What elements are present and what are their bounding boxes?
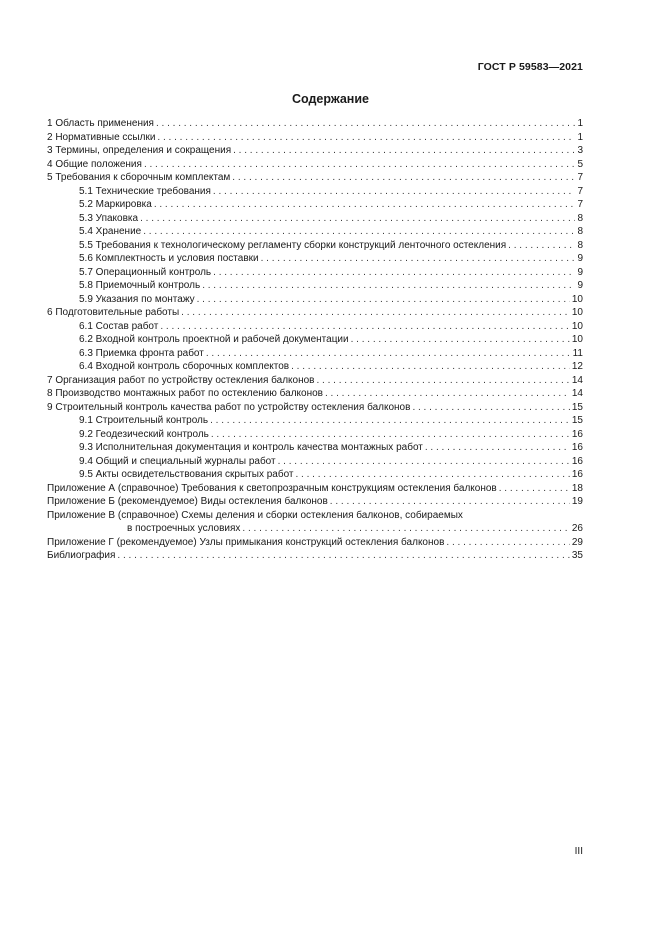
toc-leader-dots: [446, 536, 569, 550]
toc-entry-page: 7: [577, 185, 583, 197]
toc-entry[interactable]: [47, 428, 583, 442]
toc-leader-dots: [206, 347, 571, 361]
toc-entry-label: 9.5 Акты освидетельствования скрытых работ: [79, 469, 294, 480]
toc-entry-label: Приложение Б (рекомендуемое) Виды остекления балконов: [47, 496, 328, 507]
toc-leader-dots: [160, 320, 570, 334]
toc-entry-page: 10: [571, 334, 583, 345]
toc-entry-page: 10: [571, 320, 583, 332]
toc-entry[interactable]: [47, 320, 583, 334]
toc-entry-page: 9: [577, 266, 583, 278]
toc-leader-dots: [181, 306, 570, 320]
toc-entry-label: 5.6 Комплектность и условия поставки: [79, 253, 259, 264]
toc-leader-dots: [330, 495, 570, 509]
toc-entry-label: 9.2 Геодезический контроль: [79, 428, 209, 440]
toc-entry-page: 9: [577, 253, 583, 264]
toc-entry[interactable]: [47, 468, 583, 482]
toc-entry-label: 7 Организация работ по устройству остекления балконов: [47, 374, 315, 386]
toc-entry-page: 3: [577, 145, 583, 156]
toc-leader-dots: [213, 185, 576, 199]
toc-entry[interactable]: [47, 482, 583, 496]
toc-entry[interactable]: [47, 401, 583, 415]
toc-entry-label: 9.4 Общий и специальный журналы работ: [79, 455, 276, 467]
toc-title: Содержание: [291, 92, 369, 106]
toc-entry-label: 5.5 Требования к технологическому регламенту сборки конструкций ленточного остекления: [79, 239, 507, 251]
toc-entry-label: 5 Требования к сборочным комплектам: [47, 172, 231, 183]
toc-entry[interactable]: [47, 185, 583, 199]
toc-entry-page: 16: [571, 455, 583, 467]
toc-entry-page: 14: [571, 374, 583, 386]
toc-entry-label: Приложение Г (рекомендуемое) Узлы примыкания конструкций остекления балконов: [47, 536, 445, 548]
toc-entry-label: 1 Область применения: [47, 118, 154, 129]
toc-entry-page: 14: [571, 388, 583, 399]
toc-entry-page: 12: [571, 361, 583, 372]
toc-leader-dots: [316, 374, 569, 388]
toc-leader-dots: [296, 468, 570, 482]
toc-leader-dots: [261, 252, 576, 266]
toc-entry-page: 1: [577, 131, 583, 143]
toc-entry[interactable]: [47, 387, 583, 401]
toc-leader-dots: [412, 401, 569, 415]
toc-entry[interactable]: [47, 455, 583, 469]
toc-entry[interactable]: [47, 495, 583, 509]
toc-leader-dots: [242, 522, 569, 536]
toc-entry-page: 11: [572, 347, 583, 359]
toc-leader-dots: [117, 549, 569, 563]
toc-entry[interactable]: [47, 117, 583, 131]
toc-entry-page: 7: [577, 172, 583, 183]
toc-entry-page: 29: [571, 536, 583, 548]
toc-entry[interactable]: [47, 239, 583, 253]
toc-entry[interactable]: [47, 225, 583, 239]
toc-entry-label: 9.3 Исполнительная документация и контроль качества монтажных работ: [79, 442, 423, 453]
toc-entry-label: Приложение В (справочное) Схемы деления и сборки остекления балконов, собираемых: [47, 509, 463, 521]
toc-leader-dots: [508, 239, 575, 253]
toc-entry-label: 5.9 Указания по монтажу: [79, 293, 195, 305]
toc-entry[interactable]: [47, 441, 583, 455]
toc-leader-dots: [157, 131, 575, 145]
toc-leader-dots: [143, 225, 575, 239]
toc-entry[interactable]: [47, 374, 583, 388]
toc-entry-label: 9.1 Строительный контроль: [79, 415, 209, 426]
toc-entry-label: 6.4 Входной контроль сборочных комплектов: [79, 361, 290, 372]
toc-leader-dots: [351, 333, 570, 347]
toc-entry-label: 4 Общие положения: [47, 158, 142, 170]
toc-entry-label: 5.7 Операционный контроль: [79, 266, 212, 278]
toc-entry-label: 3 Термины, определения и сокращения: [47, 145, 232, 156]
toc-entry[interactable]: [47, 293, 583, 307]
toc-entry-page: 26: [571, 523, 583, 534]
toc-entry-page: 7: [577, 199, 583, 210]
toc-entry-page: 10: [571, 307, 583, 318]
toc-leader-dots: [197, 293, 570, 307]
toc-entry[interactable]: [47, 252, 583, 266]
toc-entry-label: 6.3 Приемка фронта работ: [79, 347, 204, 359]
toc-entry[interactable]: [47, 522, 583, 536]
toc-entry-page: 35: [571, 550, 583, 561]
toc-leader-dots: [232, 171, 575, 185]
toc-entry-page: 15: [571, 415, 583, 426]
toc-entry[interactable]: [47, 536, 583, 550]
toc-entry-label: 5.8 Приемочный контроль: [79, 280, 201, 291]
toc-entry-label: Библиография: [47, 550, 116, 561]
toc-entry-page: 16: [571, 442, 583, 453]
toc-entry-page: 16: [571, 469, 583, 480]
toc-leader-dots: [325, 387, 570, 401]
toc-leader-dots: [278, 455, 570, 469]
toc-entry[interactable]: [47, 306, 583, 320]
toc-entry-label: 5.2 Маркировка: [79, 199, 152, 210]
toc-entry-label: 5.1 Технические требования: [79, 185, 211, 197]
toc-entry[interactable]: [47, 158, 583, 172]
toc-leader-dots: [233, 144, 575, 158]
toc-entry-label: 9 Строительный контроль качества работ по устройству остекления балконов: [47, 401, 411, 413]
toc-entry-label: 2 Нормативные ссылки: [47, 131, 156, 143]
toc-leader-dots: [499, 482, 570, 496]
toc-leader-dots: [291, 360, 570, 374]
toc-entry-label: 6 Подготовительные работы: [47, 307, 180, 318]
toc-entry-page: 5: [577, 158, 583, 170]
page-number: III: [574, 846, 583, 857]
toc-entry[interactable]: [47, 279, 583, 293]
toc-entry-page: 8: [577, 239, 583, 251]
toc-leader-dots: [156, 117, 575, 131]
toc-leader-dots: [202, 279, 575, 293]
toc-entry[interactable]: [47, 212, 583, 226]
toc-entry[interactable]: [47, 333, 583, 347]
toc-entry[interactable]: [47, 347, 583, 361]
toc-entry[interactable]: [47, 509, 583, 523]
toc-leader-dots: [154, 198, 576, 212]
document-code: ГОСТ Р 59583—2021: [477, 61, 583, 73]
toc-entry[interactable]: [47, 198, 583, 212]
toc-entry-page: 8: [577, 212, 583, 224]
toc-entry-label: 6.2 Входной контроль проектной и рабочей документации: [79, 334, 349, 345]
toc-entry-label: 6.1 Состав работ: [79, 320, 159, 332]
toc-entry[interactable]: [47, 414, 583, 428]
toc-entry-page: 15: [571, 401, 583, 413]
toc-entry-page: 8: [577, 226, 583, 237]
toc-leader-dots: [144, 158, 576, 172]
toc-entry-page: 9: [577, 280, 583, 291]
toc-entry-page: 18: [571, 482, 583, 494]
table-of-contents: [47, 117, 583, 563]
toc-leader-dots: [211, 428, 570, 442]
toc-entry[interactable]: [47, 360, 583, 374]
toc-entry[interactable]: [47, 131, 583, 145]
toc-leader-dots: [425, 441, 570, 455]
toc-entry[interactable]: [47, 266, 583, 280]
toc-entry-label: 8 Производство монтажных работ по остеклению балконов: [47, 388, 323, 399]
toc-entry-label: Приложение А (справочное) Требования к светопрозрачным конструкциям остекления балконов: [47, 482, 497, 494]
toc-leader-dots: [213, 266, 575, 280]
toc-entry-label: 5.4 Хранение: [79, 226, 142, 237]
toc-entry-page: 1: [577, 118, 583, 129]
toc-entry-page: 16: [571, 428, 583, 440]
toc-entry[interactable]: [47, 144, 583, 158]
toc-entry-page: 10: [571, 293, 583, 305]
toc-leader-dots: [210, 414, 570, 428]
toc-entry[interactable]: [47, 171, 583, 185]
toc-leader-dots: [140, 212, 575, 226]
toc-entry[interactable]: [47, 549, 583, 563]
toc-entry-label: 5.3 Упаковка: [79, 212, 139, 224]
toc-entry-label: в построечных условиях: [127, 523, 241, 534]
toc-entry-page: 19: [571, 496, 583, 507]
